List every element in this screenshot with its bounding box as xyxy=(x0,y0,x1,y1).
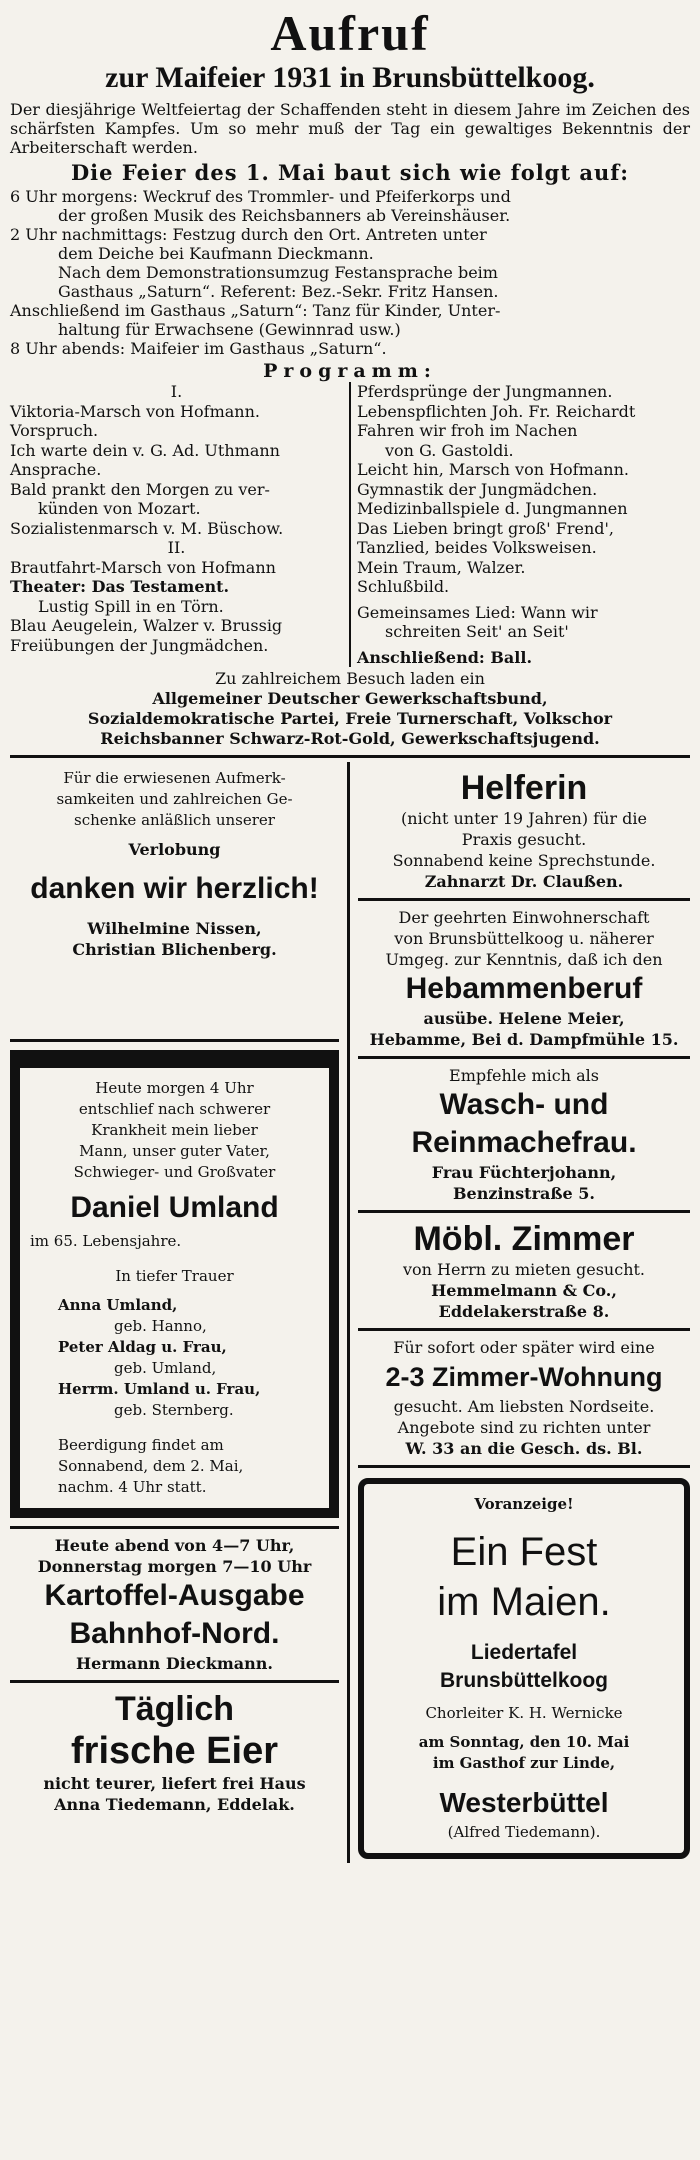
ad-name: Christian Blichenberg. xyxy=(72,940,277,959)
ad-kartoffel xyxy=(10,1529,339,1683)
invite-line: Zu zahlreichem Besuch laden ein xyxy=(215,669,485,688)
programm-item: Das Lieben bringt groß' Frend', xyxy=(357,518,614,538)
ad-hebamme xyxy=(358,901,690,1059)
organizer-line: Allgemeiner Deutscher Gewerkschaftsbund, xyxy=(152,689,548,708)
ad-headline: Kartoffel-Ausgabe xyxy=(44,1579,305,1612)
ad-fest xyxy=(358,1468,690,1863)
ad-headline: Reinmachefrau. xyxy=(411,1126,637,1159)
ad-text: (Alfred Tiedemann). xyxy=(447,1823,601,1841)
programm-item: Blau Aeugelein, Walzer v. Brussig xyxy=(10,616,283,635)
schedule-line: Nach dem Demonstrationsumzug Festansprache beim xyxy=(58,263,498,282)
programm-item: Pferdsprünge der Jungmannen. xyxy=(357,382,613,401)
ad-text: W. 33 an die Gesch. ds. Bl. xyxy=(405,1439,643,1458)
organizers xyxy=(10,689,690,749)
ad-text: Für die erwiesenen Aufmerk- xyxy=(63,769,286,787)
organizer-line: Reichsbanner Schwarz-Rot-Gold, Gewerkschaftsjugend. xyxy=(100,729,600,748)
ad-headline: 2-3 Zimmer-Wohnung xyxy=(385,1362,663,1392)
ad-text: Beerdigung findet am xyxy=(58,1436,224,1454)
programm-item: Leicht hin, Marsch von Hofmann. xyxy=(357,460,629,479)
ad-headline: Helferin xyxy=(460,769,588,807)
family-name: Herrm. Umland u. Frau, xyxy=(58,1380,261,1398)
schedule-line: der großen Musik des Reichsbanners ab Vereinshäuser. xyxy=(58,206,511,225)
ad-text: Chorleiter K. H. Wernicke xyxy=(425,1704,623,1722)
programm-left-column xyxy=(10,382,351,667)
programm-item: Freiübungen der Jungmädchen. xyxy=(10,635,269,655)
ad-headline: Möbl. Zimmer xyxy=(413,1220,635,1258)
organizer-line: Sozialdemokratische Partei, Freie Turnerschaft, Volkschor xyxy=(87,709,613,728)
programm-item: Lustig Spill in en Törn. xyxy=(38,596,224,616)
ad-wasch xyxy=(358,1059,690,1213)
programm-item: Gymnastik der Jungmädchen. xyxy=(357,479,598,499)
schedule xyxy=(10,187,690,358)
family-name: geb. Umland, xyxy=(114,1359,217,1377)
ad-text: von Herrn zu mieten gesucht. xyxy=(402,1260,646,1279)
ad-headline: Hebammenberuf xyxy=(405,972,643,1005)
programm-item: schreiten Seit' an Seit' xyxy=(385,622,569,641)
programm-item: Ansprache. xyxy=(10,460,102,479)
ad-text: schenke anläßlich unserer xyxy=(74,811,275,829)
ad-text: von Brunsbüttelkoog u. näherer xyxy=(394,929,654,948)
ads-section xyxy=(10,762,690,1863)
programm-item: Mein Traum, Walzer. xyxy=(357,557,526,577)
programm-item: Lebenspflichten Joh. Fr. Reichardt xyxy=(357,401,636,421)
family-name: Peter Aldag u. Frau, xyxy=(58,1338,227,1356)
fest-box xyxy=(358,1478,690,1859)
schedule-line: 2 Uhr nachmittags: Festzug durch den Ort. Antreten unter xyxy=(10,225,487,244)
ad-verlobung xyxy=(10,762,339,1042)
programm-right-column xyxy=(351,382,690,667)
announcement-title: Aufruf xyxy=(270,5,430,61)
ad-text: Mann, unser guter Vater, xyxy=(79,1142,270,1160)
ad-text: Für sofort oder später wird eine xyxy=(393,1338,655,1357)
programm-item: Gemeinsames Lied: Wann wir xyxy=(357,602,598,622)
ad-text: Praxis gesucht. xyxy=(461,830,587,849)
ad-text: Empfehle mich als xyxy=(449,1066,599,1085)
ad-headline: Ein Fest xyxy=(450,1530,598,1574)
ad-text: Heute abend von 4—7 Uhr, xyxy=(54,1536,295,1555)
ad-signature: Eddelakerstraße 8. xyxy=(438,1302,610,1321)
ad-text: Anna Tiedemann, Eddelak. xyxy=(54,1795,295,1814)
announcement-intro: Der diesjährige Weltfeiertag der Schaffenden steht in diesem Jahre im Zeichen des schärfsten Kampfes. Um so mehr muß der Tag ein gewaltiges Bekenntnis der Arbeiterschaft werden. xyxy=(10,100,690,157)
ad-text: Schwieger- und Großvater xyxy=(73,1163,276,1181)
schedule-line: haltung für Erwachsene (Gewinnrad usw.) xyxy=(58,320,401,339)
ad-headline: danken wir herzlich! xyxy=(30,872,319,905)
schedule-line: Gasthaus „Saturn“. Referent: Bez.-Sekr. Fritz Hansen. xyxy=(58,282,499,301)
ad-text: am Sonntag, den 10. Mai xyxy=(418,1733,630,1751)
ad-zimmer xyxy=(358,1213,690,1331)
ad-headline: Bahnhof-Nord. xyxy=(69,1617,280,1650)
ad-trauer xyxy=(10,1042,339,1529)
schedule-line: 8 Uhr abends: Maifeier im Gasthaus „Saturn“. xyxy=(10,339,387,358)
ad-text: nachm. 4 Uhr statt. xyxy=(58,1478,207,1496)
announcement-subtitle: zur Maifeier 1931 in Brunsbüttelkoog. xyxy=(105,61,595,94)
obituary-box xyxy=(10,1050,339,1518)
programm-item: Vorspruch. xyxy=(10,421,99,440)
ad-name: Wilhelmine Nissen, xyxy=(87,919,262,938)
programm xyxy=(10,382,690,667)
ad-headline: Täglich xyxy=(114,1690,235,1728)
ad-headline: frische Eier xyxy=(71,1730,278,1772)
programm-item: Schlußbild. xyxy=(357,577,450,596)
programm-item: Theater: Das Testament. xyxy=(10,577,230,596)
ad-text: ausübe. Helene Meier, xyxy=(423,1009,625,1028)
ad-text: im 65. Lebensjahre. xyxy=(30,1232,182,1250)
ad-text: Sonnabend, dem 2. Mai, xyxy=(58,1457,244,1475)
programm-item: Sozialistenmarsch v. M. Büschow. xyxy=(10,518,284,538)
ad-eier xyxy=(10,1683,339,1821)
deceased-name: Daniel Umland xyxy=(70,1191,279,1224)
ad-text: Der geehrten Einwohnerschaft xyxy=(398,908,650,927)
family-name: Anna Umland, xyxy=(58,1296,178,1314)
ad-signature: Zahnarzt Dr. Claußen. xyxy=(424,872,624,891)
programm-item: Ich warte dein v. G. Ad. Uthmann xyxy=(10,440,280,460)
programm-item: künden von Mozart. xyxy=(38,499,201,518)
programm-item: Anschließend: Ball. xyxy=(357,647,533,667)
ad-text: Sonnabend keine Sprechstunde. xyxy=(392,851,656,870)
ad-text: Krankheit mein lieber xyxy=(91,1121,258,1139)
ad-text: gesucht. Am liebsten Nordseite. xyxy=(393,1397,655,1416)
ad-text: Donnerstag morgen 7—10 Uhr xyxy=(37,1557,312,1576)
programm-item: Fahren wir froh im Nachen xyxy=(357,421,578,440)
programm-item: Viktoria-Marsch von Hofmann. xyxy=(10,401,260,421)
ad-text: Voranzeige! xyxy=(474,1495,574,1513)
ad-text: In tiefer Trauer xyxy=(115,1267,234,1285)
ads-left-column xyxy=(10,762,350,1863)
ad-text: im Gasthof zur Linde, xyxy=(432,1754,616,1772)
ad-signature: Hermann Dieckmann. xyxy=(76,1654,273,1673)
ad-headline: Wasch- und xyxy=(439,1088,609,1121)
ad-text: samkeiten und zahlreichen Ge- xyxy=(56,790,293,808)
org-name: Brunsbüttelkoog xyxy=(440,1669,608,1692)
ad-text: nicht teurer, liefert frei Haus xyxy=(43,1774,306,1793)
ad-text: Angebote sind zu richten unter xyxy=(397,1418,651,1437)
ad-text: Umgeg. zur Kenntnis, daß ich den xyxy=(385,950,663,969)
ad-text: Heute morgen 4 Uhr xyxy=(95,1079,254,1097)
programm-item: Tanzlied, beides Volksweisen. xyxy=(357,538,597,557)
ad-text: Hebamme, Bei d. Dampfmühle 15. xyxy=(369,1030,679,1049)
main-announcement-header xyxy=(10,6,690,96)
org-name: Liedertafel xyxy=(470,1641,578,1664)
family-name: geb. Hanno, xyxy=(114,1317,207,1335)
programm-title: Programm: xyxy=(263,360,437,382)
ad-signature: Benzinstraße 5. xyxy=(453,1184,595,1203)
programm-item: Bald prankt den Morgen zu ver- xyxy=(10,479,270,499)
schedule-line: 6 Uhr morgens: Weckruf des Trommler- und Pfeiferkorps und xyxy=(10,187,511,206)
section-divider xyxy=(10,755,690,758)
programm-section-number: I. xyxy=(170,382,183,401)
place-name: Westerbüttel xyxy=(439,1787,609,1818)
feier-heading: Die Feier des 1. Mai baut sich wie folgt auf: xyxy=(70,160,630,185)
family-name: geb. Sternberg. xyxy=(114,1401,234,1419)
ad-headline: im Maien. xyxy=(437,1580,611,1624)
schedule-line: Anschließend im Gasthaus „Saturn“: Tanz für Kinder, Unter- xyxy=(10,301,501,320)
ad-text: Verlobung xyxy=(128,840,221,859)
programm-item: von G. Gastoldi. xyxy=(385,440,514,460)
ads-right-column xyxy=(350,762,690,1863)
schedule-line: dem Deiche bei Kaufmann Dieckmann. xyxy=(58,244,374,263)
ad-signature: Hemmelmann & Co., xyxy=(431,1281,617,1300)
ad-wohnung xyxy=(358,1331,690,1468)
programm-item: Medizinballspiele d. Jungmannen xyxy=(357,499,628,518)
ad-signature: Frau Füchterjohann, xyxy=(431,1163,617,1182)
ad-helferin xyxy=(358,762,690,901)
ad-text: entschlief nach schwerer xyxy=(78,1100,271,1118)
programm-section-number: II. xyxy=(167,538,186,557)
programm-item: Brautfahrt-Marsch von Hofmann xyxy=(10,557,276,577)
ad-text: (nicht unter 19 Jahren) für die xyxy=(401,809,647,828)
